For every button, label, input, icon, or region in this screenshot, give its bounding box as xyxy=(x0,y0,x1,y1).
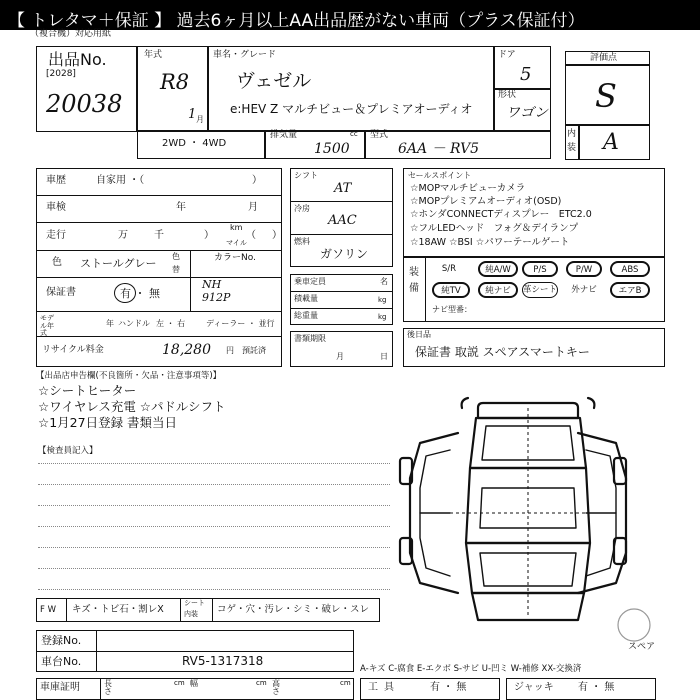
interior-value: A xyxy=(603,130,619,155)
model-code-value: 6AA － RV5 xyxy=(398,141,480,157)
interior-label-top: 内 xyxy=(567,129,577,139)
equip-sunroof: S/R xyxy=(441,264,457,274)
load-label: 積載量 xyxy=(294,294,318,303)
handle-label: ハンドル xyxy=(118,319,150,328)
sheet-kind: （複合機）対応用紙 xyxy=(30,29,112,39)
equip-aftermarket-navi: 外ナビ xyxy=(571,285,597,295)
fuel-label: 燃料 xyxy=(294,237,310,246)
tools-value: 有 ・ 無 xyxy=(430,682,467,693)
jack-label: ジャッキ xyxy=(514,682,554,693)
warranty-circle xyxy=(114,283,136,303)
sales-point: ☆18AW ☆BSI ☆パワーテールゲート xyxy=(410,237,570,248)
later-items-label: 後日品 xyxy=(407,330,431,339)
later-items-value: 保証書 取説 スペアスマートキー xyxy=(415,345,590,359)
defects-seat-text: コゲ・穴・汚レ・シミ・破レ・スレ xyxy=(217,604,370,615)
recycle-value: 18,280 xyxy=(162,342,211,358)
sales-point: ☆ホンダCONNECTディスプレー ETC2.0 xyxy=(410,209,592,220)
model-name: ヴェゼル xyxy=(236,70,312,92)
doc-deadline-day: 日 xyxy=(380,352,388,361)
color-change-top: 色 xyxy=(172,252,180,261)
doc-deadline-unit: 月 xyxy=(336,352,344,361)
defects-seat-top: シート xyxy=(184,599,205,607)
history-value: 自家用 ・（ xyxy=(96,175,145,186)
equipment-label-bottom: 備 xyxy=(409,283,419,294)
equip-alloy-wheels: 純A/W xyxy=(478,261,518,277)
cert-length-cm: cm xyxy=(174,679,185,687)
color-change-bottom: 替 xyxy=(172,265,180,274)
info-table xyxy=(36,168,282,367)
store-note-line: ☆1月27日登録 書類当日 xyxy=(38,415,178,430)
spare-tire-icon xyxy=(614,606,654,644)
dealer-value: ディーラー ・ 並行 xyxy=(206,319,275,328)
inspector-label: 【検査員記入】 xyxy=(38,446,98,456)
mileage-label: 走行 xyxy=(46,230,66,241)
mileage-paren-open: （ xyxy=(246,230,256,241)
model-year-nen: 年 xyxy=(106,319,114,328)
cert-width: 幅 xyxy=(190,679,198,688)
inspection-month: 月 xyxy=(248,202,258,213)
store-notes-label: 【出品店申告欄(不良箇所・欠品・注意事項等)】 xyxy=(36,371,222,381)
sales-point: ☆フルLEDヘッド フォグ＆デイランプ xyxy=(410,223,579,234)
fuel-value: ガソリン xyxy=(320,247,369,261)
lot-code: [2028] xyxy=(46,69,76,79)
body-type-label: 形状 xyxy=(498,90,517,100)
mileage-mile: マイル xyxy=(226,239,247,247)
mileage-man: 万 xyxy=(118,230,128,241)
model-year-label: モデル年式 xyxy=(40,314,54,338)
lot-label: 出品No. xyxy=(48,50,107,69)
year-month-unit: 月 xyxy=(196,115,204,124)
nav-model-label: ナビ型番： xyxy=(432,305,472,314)
mileage-km: km xyxy=(230,223,243,232)
handle-value: 左 ・ 右 xyxy=(156,319,186,328)
history-close: ） xyxy=(252,175,262,186)
weight-label: 総重量 xyxy=(294,311,318,320)
color-label: 色 xyxy=(52,257,62,268)
mileage-paren-close: ） xyxy=(204,230,214,241)
score-label: 評価点 xyxy=(590,53,618,63)
history-label: 車歴 xyxy=(46,175,66,186)
model-code-label: 型式 xyxy=(370,130,389,140)
mileage-sen: 千 xyxy=(154,230,164,241)
model-grade: e:HEV Z マルチビュー＆プレミアオーディオ xyxy=(230,102,473,116)
year-era: R8 xyxy=(160,70,190,94)
inspection-label: 車検 xyxy=(46,202,66,213)
sales-point: ☆MOPプレミアムオーディオ(OSD) xyxy=(410,196,562,207)
equip-power-steering: P/S xyxy=(522,261,558,277)
cert-width-cm: cm xyxy=(256,679,267,687)
equip-abs: ABS xyxy=(610,261,650,277)
jack-value: 有 ・ 無 xyxy=(578,682,615,693)
doors-label: ドア xyxy=(498,50,516,60)
warranty-value: 有 ・ 無 xyxy=(120,287,160,300)
body-type-value: ワゴン xyxy=(506,105,548,121)
warranty-label: 保証書 xyxy=(46,287,76,298)
recycle-label: リサイクル料金 xyxy=(42,345,104,355)
chassis-value: RV5-1317318 xyxy=(182,654,264,668)
model-label: 車名・グレード xyxy=(213,50,277,60)
car-diagram xyxy=(398,388,628,638)
damage-legend: A-キズ C-腐食 E-エクボ S-サビ U-凹ミ W-補修 XX-交換済 xyxy=(360,664,582,674)
equip-power-windows: P/W xyxy=(566,261,602,277)
inspection-year: 年 xyxy=(176,202,186,213)
cert-height: 高さ xyxy=(272,679,280,696)
sales-point: ☆MOPマルチビューカメラ xyxy=(410,183,526,194)
store-note-line: ☆ワイヤレス充電 ☆パドルシフト xyxy=(38,399,226,414)
spare-label: スペア xyxy=(628,642,656,652)
header-banner: 【 トレタマ＋保証 】 過去6ヶ月以上AA出品歴がない車両（プラス保証付） xyxy=(0,0,700,30)
displacement-label: 排気量 xyxy=(270,130,298,140)
shift-value: AT xyxy=(334,181,352,196)
score-value: S xyxy=(595,77,617,115)
doc-deadline-label: 書類期限 xyxy=(294,334,326,343)
weight-unit: kg xyxy=(378,313,387,321)
equipment-label-top: 装 xyxy=(409,267,419,278)
registration-label: 登録No. xyxy=(41,634,82,647)
mileage-paren-end: ） xyxy=(272,230,282,241)
sales-points-label: セールスポイント xyxy=(408,171,472,180)
cert-height-cm: cm xyxy=(340,679,351,687)
displacement-unit: cc xyxy=(350,130,358,138)
lot-number: 20038 xyxy=(46,90,123,118)
defects-fw: F W xyxy=(40,605,56,615)
chassis-label: 車台No. xyxy=(41,655,82,668)
capacity-label: 乗車定員 xyxy=(294,277,326,286)
equip-leather-seats: 革シート xyxy=(522,282,558,298)
color-code-value: NH 912P xyxy=(202,278,231,305)
interior-label-bottom: 装 xyxy=(567,143,577,153)
equip-tv: 純TV xyxy=(432,282,470,298)
aircon-value: AAC xyxy=(328,213,357,228)
doors-value: 5 xyxy=(520,64,532,85)
tools-label: 工具 xyxy=(368,682,400,693)
load-unit: kg xyxy=(378,296,387,304)
aircon-label: 冷房 xyxy=(294,204,310,213)
equip-navi: 純ナビ xyxy=(478,282,518,298)
cert-length: 長さ xyxy=(104,679,112,696)
year-label: 年式 xyxy=(144,50,163,60)
defects-fw-text: キズ・トビ石・割レX xyxy=(72,604,164,615)
year-month: 1 xyxy=(188,107,197,122)
drive-type: 2WD ・ 4WD xyxy=(162,138,227,149)
color-code-label: カラーNo. xyxy=(214,253,256,263)
defects-seat-bottom: 内装 xyxy=(184,610,198,618)
capacity-unit: 名 xyxy=(380,277,388,286)
recycle-unit: 円 xyxy=(226,346,234,355)
shift-label: シフト xyxy=(294,171,318,180)
store-note-line: ☆シートヒーター xyxy=(38,383,137,398)
color-value: ストールグレー xyxy=(80,257,157,270)
equip-airbag: エアB xyxy=(610,282,650,298)
cert-label: 車庫証明 xyxy=(40,682,80,693)
recycle-note: 預託済 xyxy=(242,346,266,355)
displacement-value: 1500 xyxy=(314,141,350,157)
